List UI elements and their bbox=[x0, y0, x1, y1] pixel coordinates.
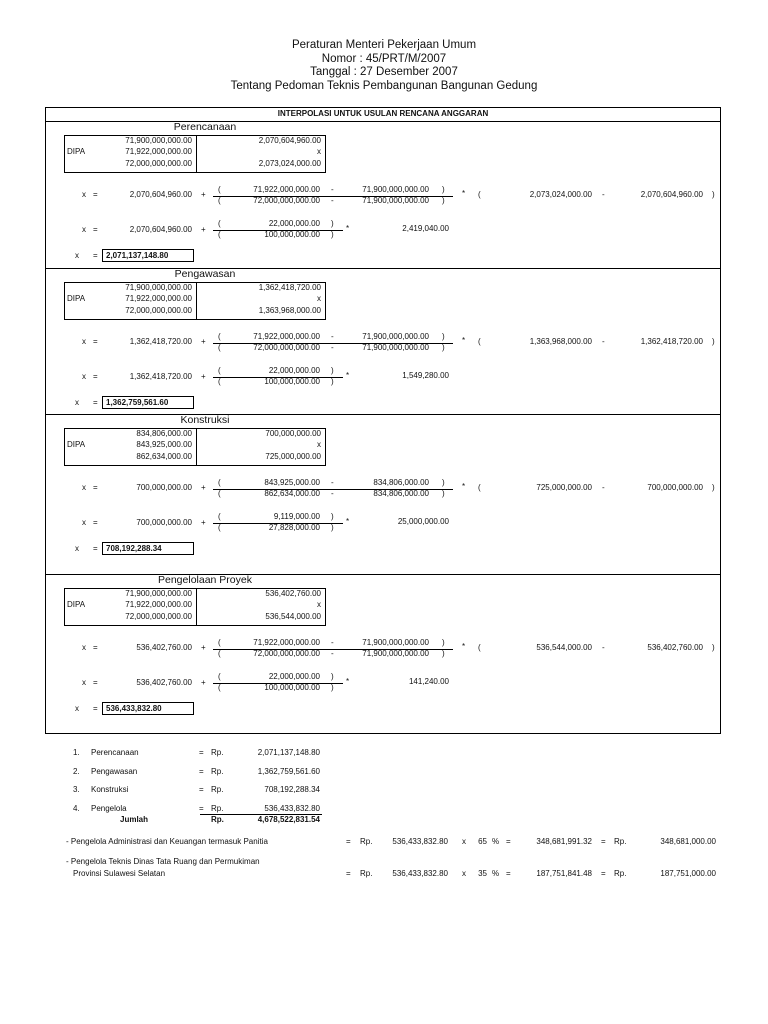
f1-num-b: 834,806,000.00 bbox=[373, 478, 429, 487]
star-sign: * bbox=[462, 482, 466, 491]
f1-den-a: 862,634,000.00 bbox=[264, 489, 320, 498]
scale-multiplier: 141,240.00 bbox=[408, 677, 449, 686]
f2-b: 2,070,604,960.00 bbox=[640, 190, 703, 199]
allocation-pct-sign: % bbox=[492, 837, 500, 846]
close-paren: ) bbox=[331, 672, 334, 681]
f2-b: 536,402,760.00 bbox=[647, 643, 703, 652]
base-value: 700,000,000.00 bbox=[136, 483, 192, 492]
f2-a: 536,544,000.00 bbox=[536, 643, 592, 652]
plus-sign: + bbox=[201, 337, 206, 346]
close-paren: ) bbox=[331, 512, 334, 521]
minus-sign: - bbox=[331, 649, 334, 658]
summary-eq: = bbox=[199, 748, 204, 757]
summary-rp: Rp. bbox=[211, 767, 224, 776]
interp-a1: 71,900,000,000.00 bbox=[125, 283, 192, 292]
eq-sign: = bbox=[93, 251, 98, 260]
open-paren: ( bbox=[478, 483, 481, 492]
close-paren: ) bbox=[331, 377, 334, 386]
f1-den-a: 72,000,000,000.00 bbox=[253, 649, 320, 658]
star-sign: * bbox=[346, 371, 350, 380]
minus-sign: - bbox=[602, 483, 605, 492]
x-label: x bbox=[82, 337, 86, 346]
star-sign: * bbox=[346, 517, 350, 526]
allocation-label-cont: Provinsi Sulawesi Selatan bbox=[73, 869, 166, 878]
doc-header-line1: Peraturan Menteri Pekerjaan Umum bbox=[291, 39, 477, 51]
close-paren: ) bbox=[712, 337, 715, 346]
result-value: 1,362,759,561.60 bbox=[106, 398, 169, 407]
eq-sign: = bbox=[93, 190, 98, 199]
interp-x-unknown: x bbox=[317, 147, 321, 156]
star-sign: * bbox=[462, 642, 466, 651]
summary-value: 708,192,288.34 bbox=[264, 785, 320, 794]
section-title: Pengawasan bbox=[174, 268, 236, 280]
open-paren: ( bbox=[478, 643, 481, 652]
allocation-times: x bbox=[462, 837, 466, 846]
interp-b3: 725,000,000.00 bbox=[265, 452, 321, 461]
interp-b1: 2,070,604,960.00 bbox=[258, 136, 321, 145]
open-paren: ( bbox=[218, 366, 221, 375]
eq-sign: = bbox=[93, 398, 98, 407]
eq-sign: = bbox=[93, 372, 98, 381]
scale-den: 100,000,000.00 bbox=[264, 683, 320, 692]
interp-a3: 72,000,000,000.00 bbox=[125, 612, 192, 621]
minus-sign: - bbox=[602, 643, 605, 652]
allocation-eq2: = bbox=[506, 837, 511, 846]
eq-sign: = bbox=[93, 544, 98, 553]
allocation-eq3: = bbox=[601, 837, 606, 846]
dipa-label: DIPA bbox=[67, 600, 86, 609]
minus-sign: - bbox=[331, 185, 334, 194]
minus-sign: - bbox=[331, 343, 334, 352]
open-paren: ( bbox=[218, 185, 221, 194]
allocation-eq: = bbox=[346, 837, 351, 846]
f1-num-a: 71,922,000,000.00 bbox=[253, 332, 320, 341]
interp-a3: 862,634,000.00 bbox=[136, 452, 192, 461]
interp-b3: 1,363,968,000.00 bbox=[258, 306, 321, 315]
minus-sign: - bbox=[331, 638, 334, 647]
summary-value: 536,433,832.80 bbox=[264, 804, 320, 813]
open-paren: ( bbox=[218, 478, 221, 487]
table-title: INTERPOLASI UNTUK USULAN RENCANA ANGGARAN bbox=[277, 109, 489, 118]
interp-a2: 71,922,000,000.00 bbox=[125, 147, 192, 156]
allocation-label: - Pengelola Administrasi dan Keuangan termasuk Panitia bbox=[66, 837, 268, 846]
interp-a2: 71,922,000,000.00 bbox=[125, 294, 192, 303]
summary-eq: = bbox=[199, 785, 204, 794]
summary-label: Konstruksi bbox=[91, 785, 129, 794]
close-paren: ) bbox=[712, 643, 715, 652]
scale-num: 22,000,000.00 bbox=[268, 366, 320, 375]
allocation-label: - Pengelola Teknis Dinas Tata Ruang dan Permukiman bbox=[66, 857, 260, 866]
doc-header-line2: Nomor : 45/PRT/M/2007 bbox=[321, 53, 447, 65]
base-value: 536,402,760.00 bbox=[136, 643, 192, 652]
allocation-pct: 65 bbox=[478, 837, 487, 846]
open-paren: ( bbox=[218, 343, 221, 352]
allocation-computed: 348,681,991.32 bbox=[536, 837, 592, 846]
interp-x-unknown: x bbox=[317, 294, 321, 303]
allocation-eq: = bbox=[346, 869, 351, 878]
scale-num: 22,000,000.00 bbox=[268, 672, 320, 681]
f2-a: 2,073,024,000.00 bbox=[529, 190, 592, 199]
close-paren: ) bbox=[442, 196, 445, 205]
allocation-rp: Rp. bbox=[360, 837, 373, 846]
x-label: x bbox=[82, 643, 86, 652]
x-label: x bbox=[82, 372, 86, 381]
doc-header-line3: Tanggal : 27 Desember 2007 bbox=[310, 66, 458, 78]
summary-rp: Rp. bbox=[211, 785, 224, 794]
interp-a3: 72,000,000,000.00 bbox=[125, 306, 192, 315]
dipa-label: DIPA bbox=[67, 147, 86, 156]
summary-no: 4. bbox=[73, 804, 80, 813]
open-paren: ( bbox=[218, 377, 221, 386]
summary-total-label: Jumlah bbox=[120, 815, 149, 824]
f1-den-b: 71,900,000,000.00 bbox=[362, 196, 429, 205]
f1-num-b: 71,900,000,000.00 bbox=[362, 638, 429, 647]
close-paren: ) bbox=[442, 489, 445, 498]
close-paren: ) bbox=[442, 638, 445, 647]
close-paren: ) bbox=[712, 190, 715, 199]
minus-sign: - bbox=[331, 332, 334, 341]
close-paren: ) bbox=[442, 478, 445, 487]
scale-num: 22,000,000.00 bbox=[268, 219, 320, 228]
dipa-label: DIPA bbox=[67, 440, 86, 449]
open-paren: ( bbox=[218, 196, 221, 205]
open-paren: ( bbox=[218, 672, 221, 681]
f2-a: 1,363,968,000.00 bbox=[529, 337, 592, 346]
star-sign: * bbox=[462, 189, 466, 198]
summary-value: 2,071,137,148.80 bbox=[257, 748, 320, 757]
summary-label: Perencanaan bbox=[91, 748, 139, 757]
close-paren: ) bbox=[442, 332, 445, 341]
close-paren: ) bbox=[331, 683, 334, 692]
interp-b1: 700,000,000.00 bbox=[265, 429, 321, 438]
allocation-final: 348,681,000.00 bbox=[660, 837, 716, 846]
doc-header-line4: Tentang Pedoman Teknis Pembangunan Bangunan Gedung bbox=[230, 80, 538, 92]
plus-sign: + bbox=[201, 483, 206, 492]
summary-total-value: 4,678,522,831.54 bbox=[257, 815, 320, 824]
summary-total-rp: Rp. bbox=[211, 815, 224, 824]
base-value: 1,362,418,720.00 bbox=[129, 337, 192, 346]
allocation-pct-sign: % bbox=[492, 869, 500, 878]
f2-b: 700,000,000.00 bbox=[647, 483, 703, 492]
eq-sign: = bbox=[93, 225, 98, 234]
interp-data-box-divider bbox=[196, 135, 197, 173]
plus-sign: + bbox=[201, 190, 206, 199]
f1-den-b: 71,900,000,000.00 bbox=[362, 343, 429, 352]
summary-no: 1. bbox=[73, 748, 80, 757]
allocation-base: 536,433,832.80 bbox=[392, 837, 448, 846]
interp-a2: 71,922,000,000.00 bbox=[125, 600, 192, 609]
allocation-times: x bbox=[462, 869, 466, 878]
interp-x-unknown: x bbox=[317, 440, 321, 449]
eq-sign: = bbox=[93, 678, 98, 687]
scale-den: 100,000,000.00 bbox=[264, 377, 320, 386]
interp-a1: 71,900,000,000.00 bbox=[125, 589, 192, 598]
open-paren: ( bbox=[478, 337, 481, 346]
section-title: Perencanaan bbox=[173, 121, 237, 133]
x-label: x bbox=[75, 251, 79, 260]
summary-value: 1,362,759,561.60 bbox=[257, 767, 320, 776]
dipa-label: DIPA bbox=[67, 294, 86, 303]
close-paren: ) bbox=[331, 366, 334, 375]
scale-den: 100,000,000.00 bbox=[264, 230, 320, 239]
result-value: 536,433,832.80 bbox=[106, 704, 162, 713]
plus-sign: + bbox=[201, 643, 206, 652]
open-paren: ( bbox=[218, 489, 221, 498]
minus-sign: - bbox=[331, 489, 334, 498]
allocation-pct: 35 bbox=[478, 869, 487, 878]
section-title: Pengelolaan Proyek bbox=[158, 574, 252, 586]
summary-no: 3. bbox=[73, 785, 80, 794]
close-paren: ) bbox=[442, 649, 445, 658]
allocation-rp2: Rp. bbox=[614, 869, 627, 878]
summary-label: Pengawasan bbox=[91, 767, 138, 776]
scale-multiplier: 1,549,280.00 bbox=[402, 371, 449, 380]
open-paren: ( bbox=[218, 332, 221, 341]
x-label: x bbox=[75, 704, 79, 713]
summary-rp: Rp. bbox=[211, 748, 224, 757]
f1-num-b: 71,900,000,000.00 bbox=[362, 332, 429, 341]
interp-data-box-divider bbox=[196, 428, 197, 466]
interp-a1: 834,806,000.00 bbox=[136, 429, 192, 438]
star-sign: * bbox=[462, 336, 466, 345]
plus-sign: + bbox=[201, 518, 206, 527]
interp-data-box-divider bbox=[196, 588, 197, 626]
f1-num-a: 71,922,000,000.00 bbox=[253, 638, 320, 647]
open-paren: ( bbox=[218, 649, 221, 658]
open-paren: ( bbox=[218, 638, 221, 647]
close-paren: ) bbox=[331, 230, 334, 239]
plus-sign: + bbox=[201, 225, 206, 234]
f1-num-a: 71,922,000,000.00 bbox=[253, 185, 320, 194]
close-paren: ) bbox=[331, 523, 334, 532]
allocation-eq2: = bbox=[506, 869, 511, 878]
x-label: x bbox=[75, 544, 79, 553]
f1-den-a: 72,000,000,000.00 bbox=[253, 196, 320, 205]
close-paren: ) bbox=[442, 185, 445, 194]
star-sign: * bbox=[346, 224, 350, 233]
interp-b1: 1,362,418,720.00 bbox=[258, 283, 321, 292]
interp-data-box-divider bbox=[196, 282, 197, 320]
f1-num-b: 71,900,000,000.00 bbox=[362, 185, 429, 194]
open-paren: ( bbox=[218, 683, 221, 692]
summary-eq: = bbox=[199, 804, 204, 813]
f1-den-b: 71,900,000,000.00 bbox=[362, 649, 429, 658]
open-paren: ( bbox=[218, 230, 221, 239]
base-value: 1,362,418,720.00 bbox=[129, 372, 192, 381]
x-label: x bbox=[75, 398, 79, 407]
eq-sign: = bbox=[93, 643, 98, 652]
base-value: 2,070,604,960.00 bbox=[129, 190, 192, 199]
eq-sign: = bbox=[93, 337, 98, 346]
scale-num: 9,119,000.00 bbox=[273, 512, 320, 521]
eq-sign: = bbox=[93, 518, 98, 527]
x-label: x bbox=[82, 190, 86, 199]
scale-multiplier: 25,000,000.00 bbox=[397, 517, 449, 526]
allocation-computed: 187,751,841.48 bbox=[536, 869, 592, 878]
close-paren: ) bbox=[442, 343, 445, 352]
close-paren: ) bbox=[331, 219, 334, 228]
f1-num-a: 843,925,000.00 bbox=[264, 478, 320, 487]
minus-sign: - bbox=[602, 337, 605, 346]
minus-sign: - bbox=[602, 190, 605, 199]
summary-label: Pengelola bbox=[91, 804, 127, 813]
f2-b: 1,362,418,720.00 bbox=[640, 337, 703, 346]
allocation-base: 536,433,832.80 bbox=[392, 869, 448, 878]
plus-sign: + bbox=[201, 372, 206, 381]
x-label: x bbox=[82, 483, 86, 492]
interp-a1: 71,900,000,000.00 bbox=[125, 136, 192, 145]
scale-multiplier: 2,419,040.00 bbox=[402, 224, 449, 233]
x-label: x bbox=[82, 678, 86, 687]
interp-a2: 843,925,000.00 bbox=[136, 440, 192, 449]
open-paren: ( bbox=[218, 219, 221, 228]
section-title: Konstruksi bbox=[180, 414, 230, 426]
result-value: 708,192,288.34 bbox=[106, 544, 162, 553]
interp-a3: 72,000,000,000.00 bbox=[125, 159, 192, 168]
summary-rp: Rp. bbox=[211, 804, 224, 813]
interp-x-unknown: x bbox=[317, 600, 321, 609]
x-label: x bbox=[82, 518, 86, 527]
allocation-rp: Rp. bbox=[360, 869, 373, 878]
interp-b1: 536,402,760.00 bbox=[265, 589, 321, 598]
allocation-final: 187,751,000.00 bbox=[660, 869, 716, 878]
f2-a: 725,000,000.00 bbox=[536, 483, 592, 492]
minus-sign: - bbox=[331, 196, 334, 205]
close-paren: ) bbox=[712, 483, 715, 492]
allocation-rp2: Rp. bbox=[614, 837, 627, 846]
summary-no: 2. bbox=[73, 767, 80, 776]
base-value: 700,000,000.00 bbox=[136, 518, 192, 527]
base-value: 536,402,760.00 bbox=[136, 678, 192, 687]
base-value: 2,070,604,960.00 bbox=[129, 225, 192, 234]
open-paren: ( bbox=[218, 512, 221, 521]
eq-sign: = bbox=[93, 704, 98, 713]
minus-sign: - bbox=[331, 478, 334, 487]
interp-b3: 2,073,024,000.00 bbox=[258, 159, 321, 168]
result-value: 2,071,137,148.80 bbox=[106, 251, 169, 260]
x-label: x bbox=[82, 225, 86, 234]
interp-b3: 536,544,000.00 bbox=[265, 612, 321, 621]
scale-den: 27,828,000.00 bbox=[268, 523, 320, 532]
star-sign: * bbox=[346, 677, 350, 686]
open-paren: ( bbox=[218, 523, 221, 532]
open-paren: ( bbox=[478, 190, 481, 199]
summary-eq: = bbox=[199, 767, 204, 776]
f1-den-b: 834,806,000.00 bbox=[373, 489, 429, 498]
plus-sign: + bbox=[201, 678, 206, 687]
eq-sign: = bbox=[93, 483, 98, 492]
f1-den-a: 72,000,000,000.00 bbox=[253, 343, 320, 352]
allocation-eq3: = bbox=[601, 869, 606, 878]
